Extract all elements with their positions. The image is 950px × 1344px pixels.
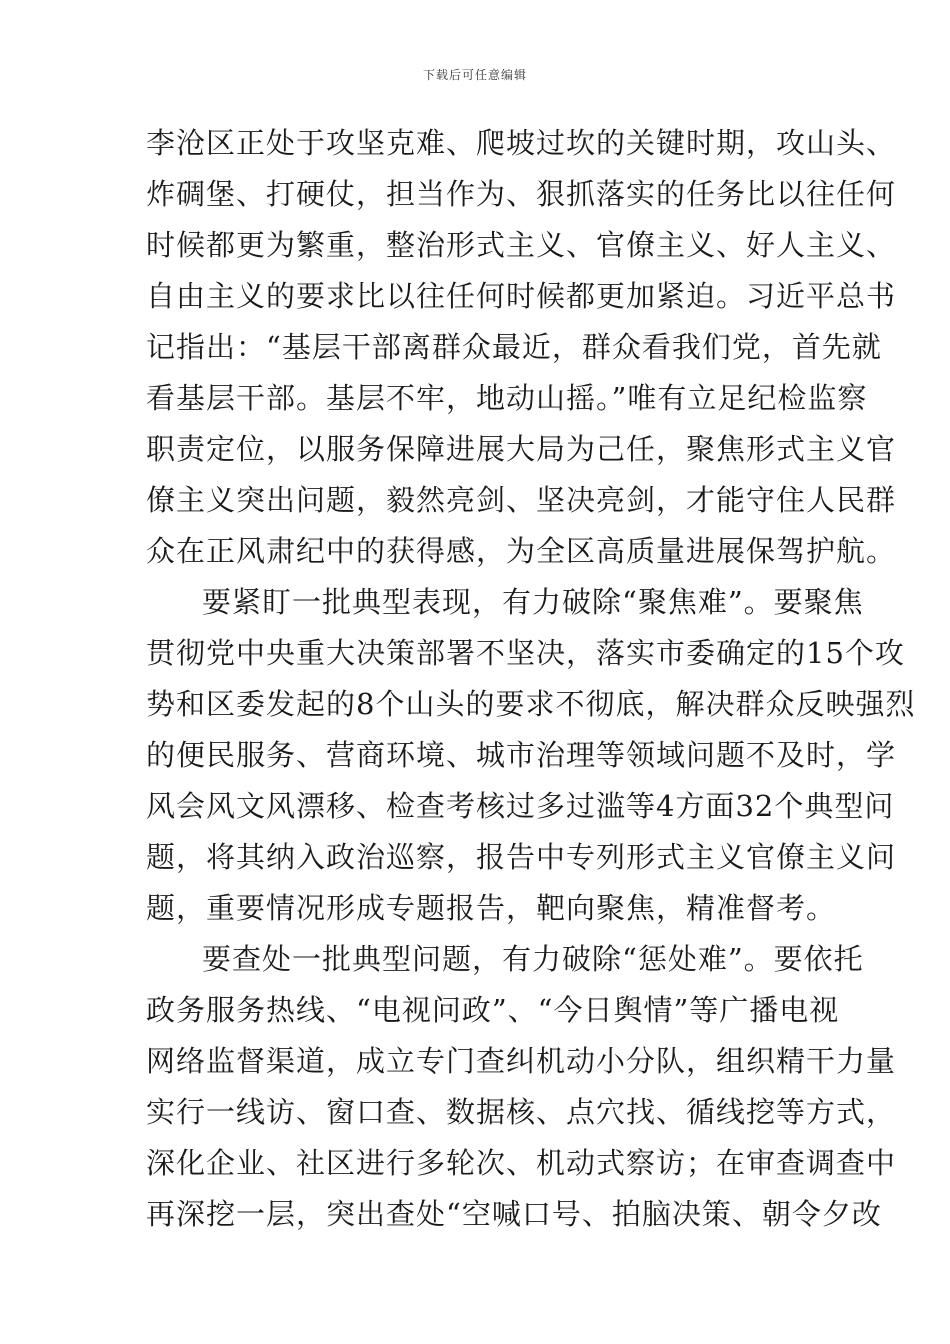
text-line: 题，将其纳入政治巡察，报告中专列形式主义官僚主义问 [146,840,897,874]
text-line: 李沧区正处于攻坚克难、爬坡过坎的关键时期，攻山头、 [146,126,897,160]
text-line: 政务服务热线、“电视问政”、“今日舆情”等广播电视 [146,993,840,1027]
paragraph [146,118,897,577]
text-line: 职责定位，以服务保障进展大局为己任，聚焦形式主义官 [146,432,897,466]
text-line: 实行一线访、窗口查、数据核、点穴找、循线挖等方式， [146,1095,897,1129]
paragraph [146,577,916,934]
text-line: 僚主义突出问题，毅然亮剑、坚决亮剑，才能守住人民群 [146,483,897,517]
text-line: 炸碉堡、打硬仗，担当作为、狠抓落实的任务比以往任何 [146,177,897,211]
text-line: 时候都更为繁重，整治形式主义、官僚主义、好人主义、 [146,228,897,262]
document-body [146,118,916,1240]
text-line: 题，重要情况形成专题报告，靶向聚焦，精准督考。 [146,891,837,925]
text-line: 深化企业、社区进行多轮次、机动式察访；在审查调查中 [146,1146,897,1180]
text-line: 势和区委发起的8个山头的要求不彻底，解决群众反映强烈 [146,687,916,721]
header-note: 下载后可任意编辑 [422,68,527,82]
text-line: 风会风文风漂移、检查考核过多过滥等4方面32个典型问 [146,789,895,823]
text-line: 自由主义的要求比以往任何时候都更加紧迫。习近平总书 [146,279,897,313]
text-line-first: 要查处一批典型问题，有力破除“惩处难”。要依托 [202,942,864,976]
paragraph [146,934,897,1240]
text-line: 记指出：“基层干部离群众最近，群众看我们党，首先就 [146,330,882,364]
text-line: 看基层干部。基层不牢，地动山摇。”唯有立足纪检监察 [146,381,868,415]
text-line: 贯彻党中央重大决策部署不坚决，落实市委确定的15个攻 [146,636,905,670]
text-line: 再深挖一层，突出查处“空喊口号、拍脑决策、朝令夕改 [146,1197,882,1231]
text-line: 的便民服务、营商环境、城市治理等领域问题不及时，学 [146,738,897,772]
text-line-first: 要紧盯一批典型表现，有力破除“聚焦难”。要聚焦 [202,585,864,619]
text-line: 网络监督渠道，成立专门查纠机动小分队，组织精干力量 [146,1044,897,1078]
text-line: 众在正风肃纪中的获得感，为全区高质量进展保驾护航。 [146,534,897,568]
